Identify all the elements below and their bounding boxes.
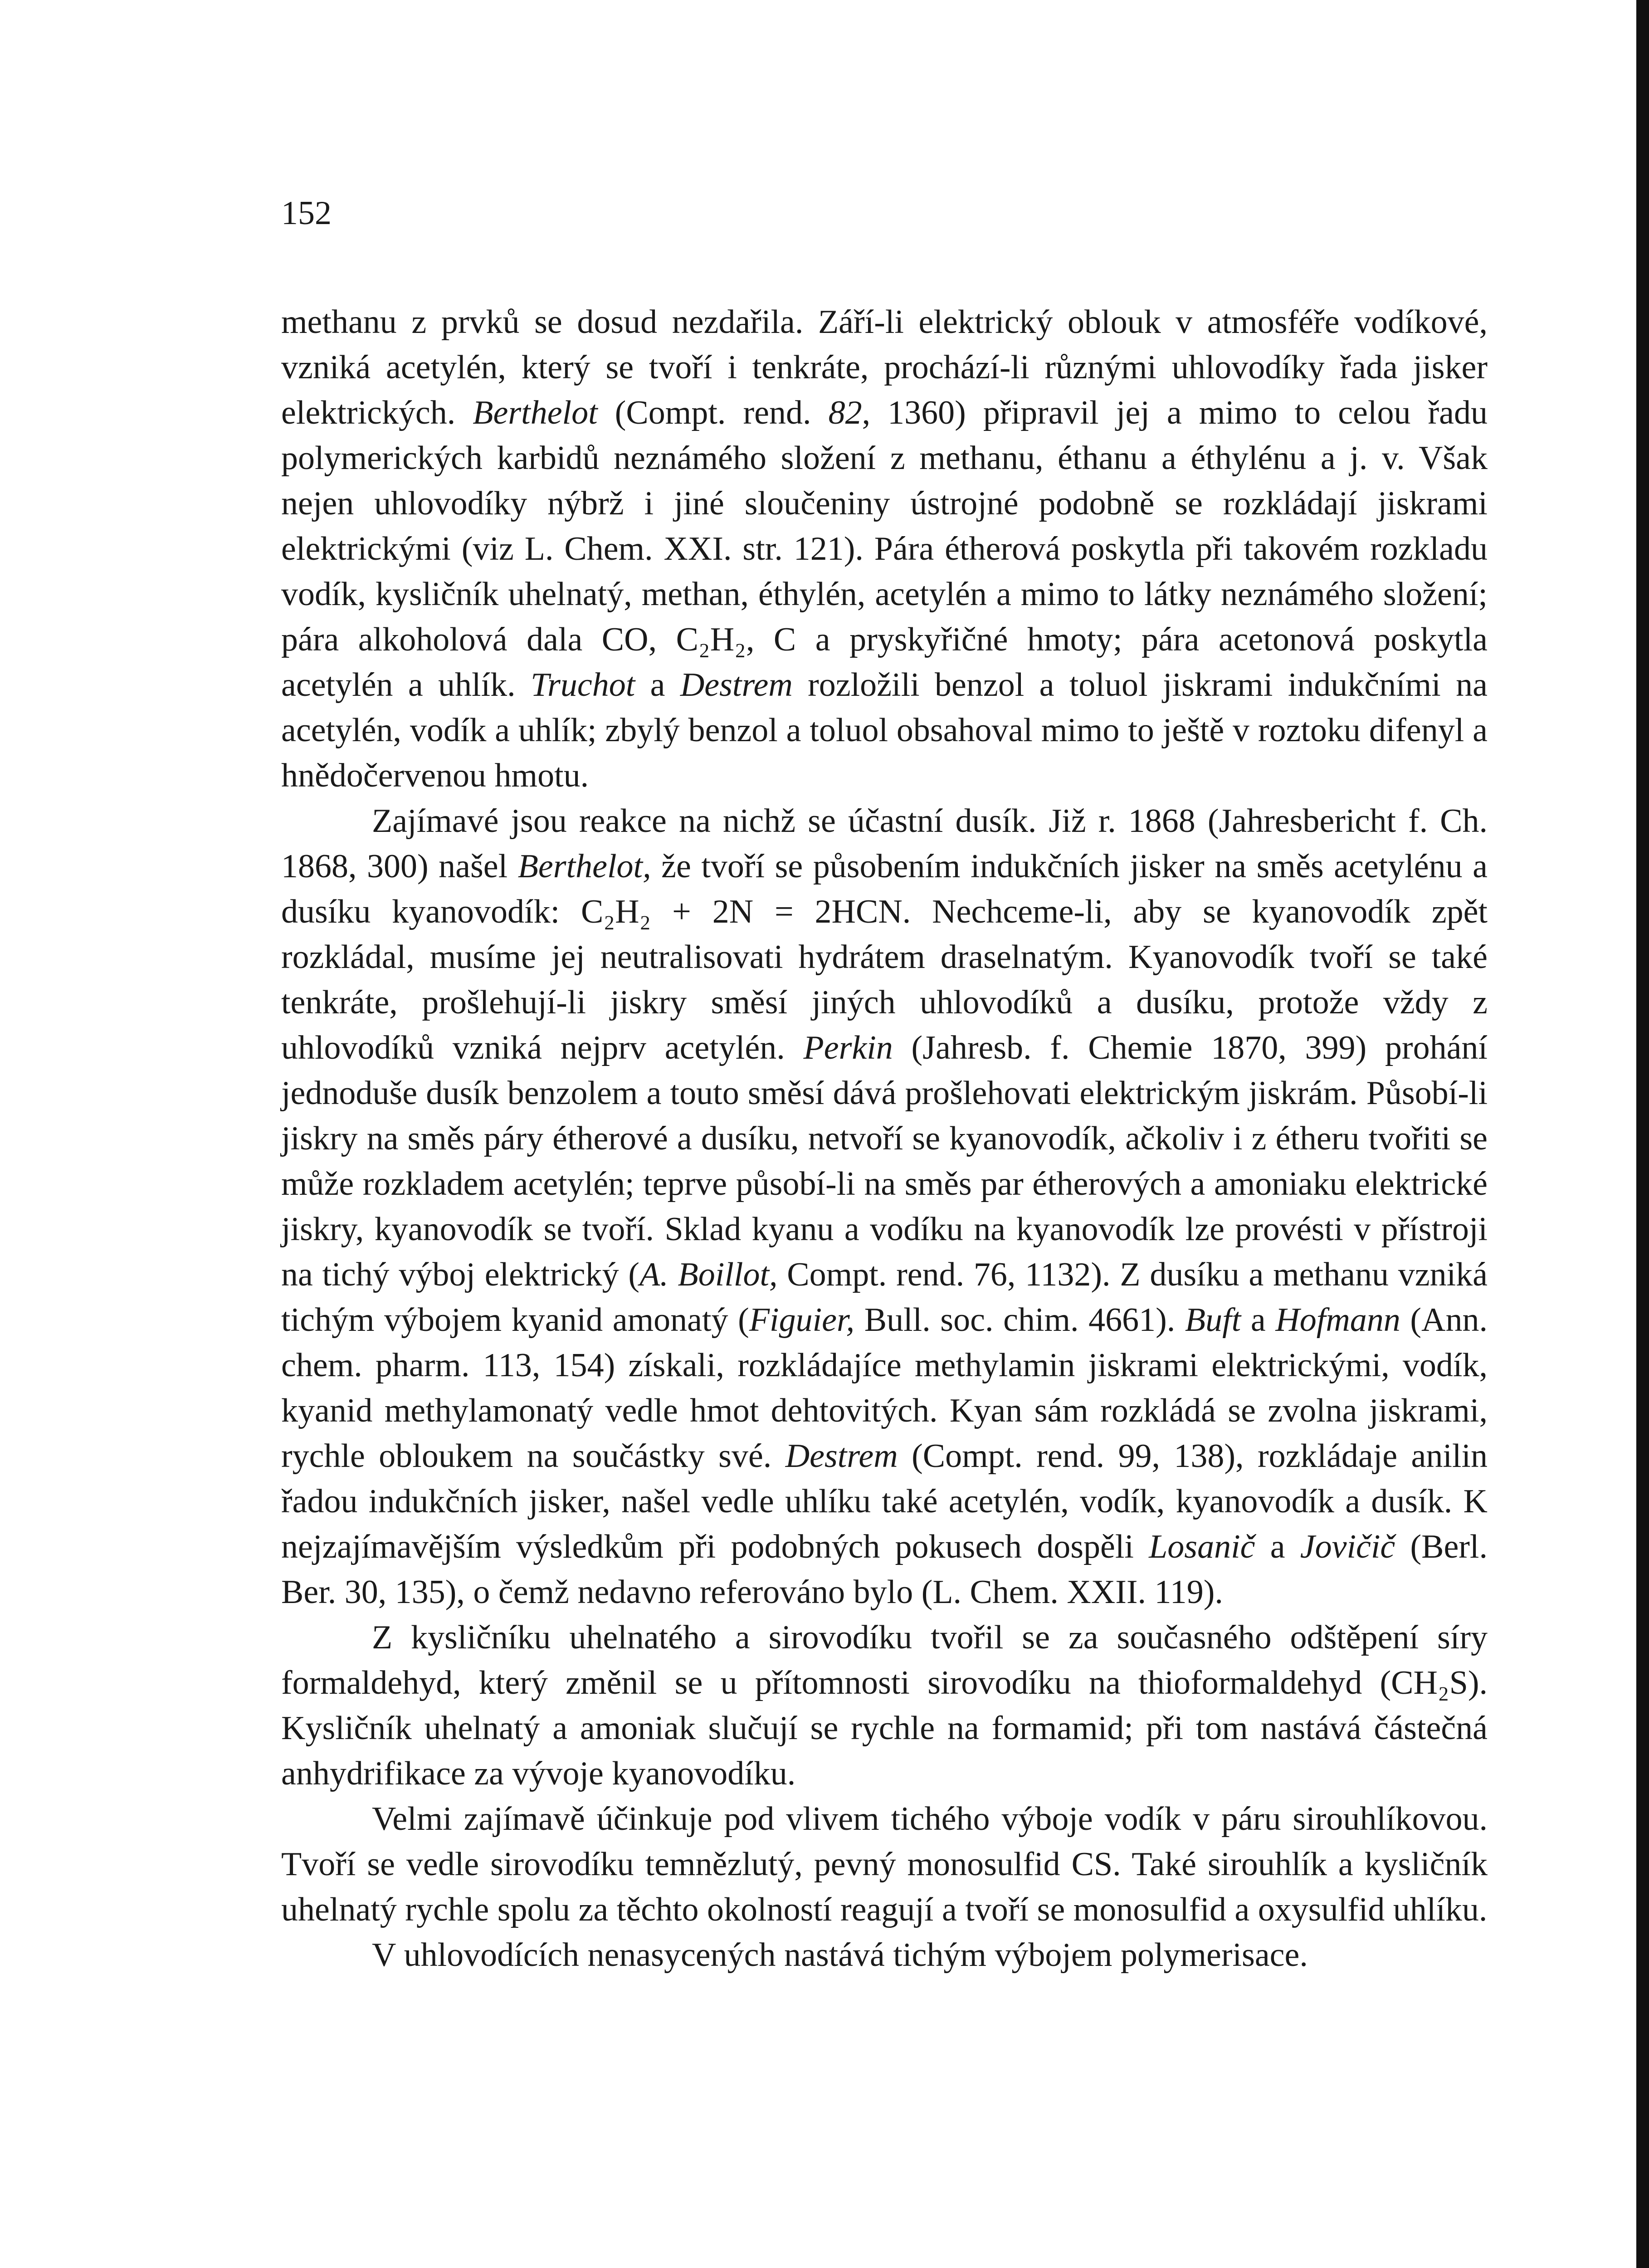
paragraph-p1 [281, 299, 1488, 798]
text-segment: Bull. soc. chim. 4661). [854, 1301, 1185, 1339]
document-page [281, 191, 1488, 1978]
text-segment: Velmi zajímavě účinkuje pod vlivem tichého výboje vodík v páru sirouhlíkovou. Tvoří se vedle sirovodíku temnězlutý, pevný monosulfid CS. Také sirouhlík a kysličník uhelnatý rychle spolu za těchto okolností reagují a tvoří se monosulfid a oxysulfid uhlíku. [281, 1800, 1488, 1928]
italic-reference: Hofmann [1275, 1301, 1400, 1339]
italic-reference: Berthelot, [517, 848, 651, 885]
text-segment: že tvoří se působením indukčních jisker na směs acetylénu a dusíku kyanovodík: C₂H₂ + 2N = 2HCN. Nechceme-li, aby se kyanovodík zpět rozkládal, musíme jej neutralisovati hydrátem draselnatým. Kyanovodík tvoří se také tenkráte, prošlehují-li jiskry směsí jiných uhlovodíků a dusíku, protože vždy z uhlovodíků vzniká nejprv acetylén. [281, 848, 1488, 1066]
text-segment: Compt. rend. 76, 1132). Z dusíku a methanu vzniká tichým výbojem kyanid amonatý ( [281, 1256, 1488, 1339]
italic-reference: Truchot [531, 666, 635, 704]
italic-reference: 82 [828, 394, 862, 431]
italic-reference: Perkin [803, 1029, 893, 1066]
text-segment: methanu z prvků se dosud nezdařila. Září-li elektrický oblouk v atmosféře vodíkové, vzniká acetylén, který se tvoří i tenkráte, prochází-li různými uhlovodíky řada jisker elektrických. [281, 303, 1488, 431]
text-segment: (Compt. rend. [597, 394, 829, 431]
text-segment: Zajímavé jsou reakce na nichž se účastní dusík. Již r. 1868 (Jahresbericht f. Ch. 1868, 300) našel [281, 802, 1488, 885]
italic-reference: Jovičič [1300, 1528, 1395, 1565]
text-segment: a [1241, 1301, 1276, 1339]
text-segment: rozložili benzol a toluol jiskrami indukčními na acetylén, vodík a uhlík; zbylý benzol a toluol obsahoval mimo to ještě v roztoku difenyl a hnědočervenou hmotu. [281, 666, 1488, 794]
text-segment: , 1360) připravil jej a mimo to celou řadu polymerických karbidů neznámého složení z methanu, éthanu a éthylénu a j. v. Však nejen uhlovodíky nýbrž i jiné sloučeniny ústrojné podobně se rozkládají jiskrami elektrickými (viz L. Chem. XXI. str. 121). Pára étherová poskytla při takovém rozkladu vodík, kysličník uhelnatý, methan, éthylén, acetylén a mimo to látky neznámého složení; pára alkoholová dala CO, C₂H₂, C a pryskyřičné hmoty; pára acetonová poskytla acetylén a uhlík. [281, 394, 1488, 704]
italic-reference: Berthelot [473, 394, 598, 431]
italic-reference: Destrem [680, 666, 793, 704]
italic-reference: Losanič [1149, 1528, 1255, 1565]
text-segment: V uhlovodících nenasycených nastává tichým výbojem polymerisace. [372, 1936, 1308, 1974]
page-number: 152 [281, 195, 332, 232]
text-segment: a [635, 666, 680, 704]
text-segment: (Ann. chem. pharm. 113, 154) získali, rozkládajíce methylamin jiskrami elektrickými, vodík, kyanid methylamonatý vedle hmot dehtovitých. Kyan sám rozkládá se zvolna jiskrami, rychle obloukem na součástky své. [281, 1301, 1488, 1475]
text-segment: (Compt. rend. 99, 138), rozkládaje anilin řadou indukčních jisker, našel vedle uhlíku také acetylén, vodík, kyanovodík a dusík. K nejzajímavějším výsledkům při podobných pokusech dospěli [281, 1437, 1488, 1565]
italic-reference: Destrem [785, 1437, 898, 1475]
text-segment: (Jahresb. f. Chemie 1870, 399) prohání jednoduše dusík benzolem a touto směsí dává prošlehovati elektrickým jiskrám. Působí-li jiskry na směs páry étherové a dusíku, netvoří se kyanovodík, ačkoliv i z étheru tvořiti se může rozkladem acetylén; teprve působí-li na směs par étherových a amoniaku elektrické jiskry, kyanovodík se tvoří. Sklad kyanu a vodíku na kyanovodík lze provésti v přístroji na tichý výboj elektrický ( [281, 1029, 1488, 1293]
paragraph-p2 [281, 798, 1488, 1615]
paragraph-p4 [281, 1796, 1488, 1932]
italic-reference: Figuier, [749, 1301, 855, 1339]
paragraph-p5 [281, 1932, 1488, 1978]
text-segment: (Berl. Ber. 30, 135), o čemž nedavno referováno bylo (L. Chem. XXII. 119). [281, 1528, 1488, 1611]
text-segment: Z kysličníku uhelnatého a sirovodíku tvořil se za současného odštěpení síry formaldehyd, který změnil se u přítomnosti sirovodíku na thioformaldehyd (CH₂S). Kysličník uhelnatý a amoniak slučují se rychle na formamid; při tom nastává částečná anhydrifikace za vývoje kyanovodíku. [281, 1619, 1488, 1792]
italic-reference: Buft [1185, 1301, 1241, 1339]
paragraph-p3 [281, 1615, 1488, 1796]
italic-reference: A. Boillot, [639, 1256, 778, 1293]
text-segment: a [1255, 1528, 1300, 1565]
body-text [281, 299, 1488, 1978]
